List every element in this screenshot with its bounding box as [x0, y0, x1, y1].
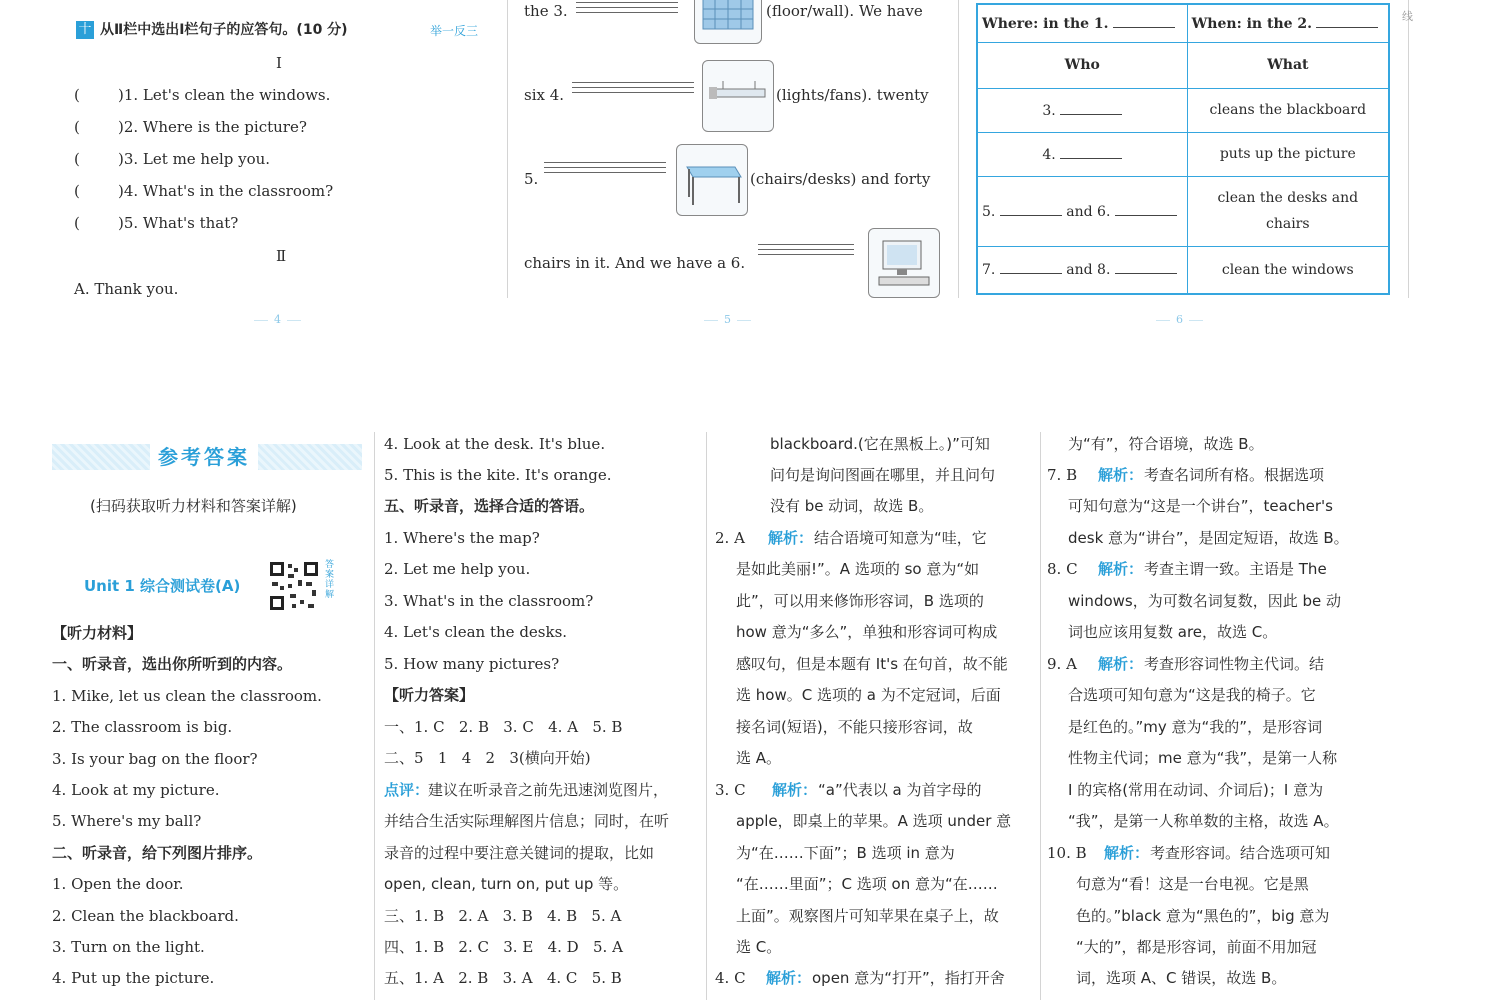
explanation-line: 此”，可以用来修饰形容词，B 选项的 [736, 592, 984, 610]
answer-line: 三、1. B 2. A 3. B 4. B 5. A [384, 907, 622, 925]
what-line: clean the desks and [1217, 190, 1359, 206]
light-icon [702, 60, 774, 132]
transcript-line: 2. Clean the blackboard. [52, 907, 239, 925]
answer-line: 四、1. B 2. C 3. E 4. D 5. A [384, 938, 623, 956]
question-number: 7. B [1047, 466, 1078, 484]
who-cell [977, 246, 1187, 294]
transcript-line: 4. Let's clean the desks. [384, 623, 568, 641]
question-item: )3. Let me help you. [118, 150, 271, 168]
transcript-line: 4. Put up the picture. [52, 969, 215, 987]
writing-lines [572, 82, 694, 97]
divider [507, 0, 508, 298]
explanation-line: how 意为“多么”，单独和形容词可构成 [736, 623, 998, 641]
explanation-line: 结合语境可知意为“哇，它 [814, 529, 987, 547]
who-cell [977, 88, 1187, 132]
what-cell [1187, 176, 1389, 246]
explanation-line: 感叹句，但是本题有 It's 在句首，故不能 [736, 655, 1008, 673]
analysis-label: 解析： [768, 529, 814, 547]
explanation-line: 选 C。 [736, 938, 782, 956]
explanation-line: 是如此美丽!”。A 选项的 so 意为“如 [736, 560, 980, 578]
where-cell [977, 4, 1187, 42]
divider [958, 0, 959, 298]
edge-mark: 线 [1402, 10, 1413, 23]
who-cell [977, 176, 1187, 246]
section-badge: 十 [76, 21, 94, 39]
writing-lines [544, 162, 666, 177]
explanation-line: 选 A。 [736, 749, 782, 767]
what-header: What [1187, 42, 1389, 88]
explanation-line: windows，为可数名词复数，因此 be 动 [1068, 592, 1342, 610]
what-cell: cleans the blackboard [1187, 88, 1389, 132]
page-number: 4 [248, 313, 307, 326]
when-cell [1187, 4, 1389, 42]
transcript-line: 2. Let me help you. [384, 560, 531, 578]
question-number: 8. C [1047, 560, 1078, 578]
divider [1408, 0, 1409, 298]
tip-line: 建议在听录音之前先迅速浏览图片， [428, 781, 669, 799]
qr-caption: 答案详解 [325, 560, 335, 600]
question-item: )2. Where is the picture? [118, 118, 307, 136]
explanation-line: 色的。”black 意为“黑色的”，big 意为 [1076, 907, 1330, 925]
explanation-line: I 的宾格(常用在动词、介词后)；I 意为 [1068, 781, 1324, 799]
sentence-text: chairs in it. And we have a 6. [524, 254, 746, 272]
explanation-line: 上面”。观察图片可知苹果在桌子上，故 [736, 907, 999, 925]
column-divider [706, 432, 707, 1000]
transcript-line: 1. Open the door. [52, 875, 184, 893]
question-number: 4. C [715, 969, 746, 987]
analysis-label: 解析： [1098, 655, 1144, 673]
unit-title: Unit 1 综合测试卷(A) [84, 577, 241, 595]
what-line: chairs [1266, 216, 1310, 232]
answer-blank [1115, 261, 1177, 274]
transcript-line: 2. The classroom is big. [52, 718, 233, 736]
tag-label: 举一反三 [430, 24, 479, 38]
transcript-line: 4. Look at the desk. It's blue. [384, 435, 606, 453]
item-number: 7. [982, 262, 996, 279]
explanation-line: 可知句意为“这是一个讲台”，teacher's [1068, 497, 1333, 515]
analysis-label: 解析： [1098, 466, 1144, 484]
column-heading-2: Ⅱ [276, 247, 287, 265]
subtitle: (扫码获取听力材料和答案详解) [90, 497, 297, 515]
column-divider [1040, 432, 1041, 1000]
explanation-line: 问句是询问图画在哪里，并且问句 [770, 466, 996, 484]
answer-blank [1000, 203, 1062, 216]
explanation-line: 为“在……下面”；B 选项 in 意为 [736, 844, 955, 862]
computer-icon [868, 228, 940, 298]
item-number: 3. [1042, 102, 1056, 119]
transcript-line: 5. How many pictures? [384, 655, 560, 673]
item-number: 4. [1042, 146, 1056, 163]
choice-text: (chairs/desks) and forty [750, 170, 931, 188]
tip-line: 并结合生活实际理解图片信息；同时，在听 [384, 812, 670, 830]
paren: ( [74, 118, 80, 136]
what-cell: puts up the picture [1187, 132, 1389, 176]
column-divider [374, 432, 375, 1000]
writing-lines [758, 244, 854, 259]
answer-blank [1060, 102, 1122, 115]
tip-label: 点评： [384, 781, 430, 799]
explanation-line: 性物主代词；me 意为“我”，是第一人称 [1068, 749, 1338, 767]
question-item: )1. Let's clean the windows. [118, 86, 331, 104]
paren: ( [74, 214, 80, 232]
transcript-line: 3. Turn on the light. [52, 938, 205, 956]
analysis-label: 解析： [1098, 560, 1144, 578]
explanation-line: 考查主谓一致。主语是 The [1144, 560, 1327, 578]
choice-text: (floor/wall). We have [766, 2, 923, 20]
answer-blank [1115, 203, 1177, 216]
blank-label: six 4. [524, 86, 565, 104]
explanation-line: open 意为“打开”，指打开舍 [812, 969, 1005, 987]
who-cell [977, 132, 1187, 176]
analysis-label: 解析： [766, 969, 812, 987]
explanation-line: 选 how。C 选项的 a 为不定冠词，后面 [736, 686, 1001, 704]
question-number: 3. C [715, 781, 746, 799]
who-header: Who [977, 42, 1187, 88]
explanation-line: 接名词(短语)，不能只接形容词，故 [736, 718, 973, 736]
question-item: )5. What's that? [118, 214, 239, 232]
transcript-line: 4. Look at my picture. [52, 781, 220, 799]
transcript-line: 3. What's in the classroom? [384, 592, 594, 610]
answer-line: 五、1. A 2. B 3. A 4. C 5. B [384, 969, 622, 987]
explanation-line: 考查形容词性物主代词。结 [1144, 655, 1325, 673]
writing-lines [576, 2, 678, 17]
question-number: 2. A [715, 529, 745, 547]
transcript-line: 5. Where's my ball? [52, 812, 202, 830]
explanation-line: 没有 be 动词，故选 B。 [770, 497, 934, 515]
info-table [976, 3, 1390, 295]
section-label: 【听力答案】 [384, 686, 475, 704]
transcript-line: 3. Is your bag on the floor? [52, 750, 258, 768]
transcript-line: 1. Where's the map? [384, 529, 540, 547]
paren: ( [74, 86, 80, 104]
explanation-line: 考查形容词。结合选项可知 [1150, 844, 1331, 862]
explanation-line: “大的”，都是形容词，前面不用加冠 [1076, 938, 1317, 956]
explanation-line: 是红色的。”my 意为“我的”，是形容词 [1068, 718, 1323, 736]
answer-blank [1316, 15, 1378, 28]
explanation-line: 考查名词所有格。根据选项 [1144, 466, 1325, 484]
explanation-line: “在……里面”；C 选项 on 意为“在…… [736, 875, 998, 893]
section-heading: 二、听录音，给下列图片排序。 [52, 844, 263, 862]
explanation-line: blackboard.(它在黑板上。)”可知 [770, 435, 990, 453]
answer-line: 二、5 1 4 2 3(横向开始) [384, 749, 591, 767]
answer-blank [1060, 146, 1122, 159]
explanation-line: 词，选项 A、C 错误，故选 B。 [1076, 969, 1287, 987]
section-heading: 五、听录音，选择合适的答语。 [384, 497, 595, 515]
question-number: 9. A [1047, 655, 1077, 673]
explanation-line: 为“有”，符合语境，故选 B。 [1068, 435, 1264, 453]
answer-line: 一、1. C 2. B 3. C 4. A 5. B [384, 718, 623, 736]
and-label: and 6. [1066, 203, 1111, 220]
explanation-line: desk 意为“讲台”，是固定短语，故选 B。 [1068, 529, 1349, 547]
blank-label: 5. [524, 170, 539, 188]
transcript-line: 5. This is the kite. It's orange. [384, 466, 612, 484]
explanation-line: “我”，是第一人称单数的主格，故选 A。 [1068, 812, 1339, 830]
where-label: Where: in the 1. [982, 15, 1109, 32]
answer-blank [1113, 15, 1175, 28]
explanation-line: “a”代表以 a 为首字母的 [818, 781, 982, 799]
tip-line: 录音的过程中要注意关键词的提取，比如 [384, 844, 655, 862]
blank-label: the 3. [524, 2, 568, 20]
explanation-line: 合选项可知句意为“这是我的椅子。它 [1068, 686, 1316, 704]
explanation-line: 句意为“看！这是一台电视。它是黑 [1076, 875, 1309, 893]
and-label: and 8. [1066, 262, 1111, 279]
question-number: 10. B [1047, 844, 1087, 862]
section-heading: 一、听录音，选出你所听到的内容。 [52, 655, 293, 673]
column-heading-1: Ⅰ [276, 54, 282, 72]
answer-blank [1000, 261, 1062, 274]
option-a: A. Thank you. [74, 280, 179, 298]
question-item: )4. What's in the classroom? [118, 182, 334, 200]
desk-icon [676, 144, 748, 216]
instruction: 从Ⅱ栏中选出Ⅰ栏句子的应答句。(10 分) [100, 22, 348, 38]
page-number: 6 [1150, 313, 1209, 326]
answer-header: 参考答案 [150, 444, 258, 470]
item-number: 5. [982, 203, 996, 220]
what-cell: clean the windows [1187, 246, 1389, 294]
qr-code[interactable] [268, 560, 320, 612]
tip-line: open, clean, turn on, put up 等。 [384, 875, 629, 893]
paren: ( [74, 182, 80, 200]
paren: ( [74, 150, 80, 168]
section-label: 【听力材料】 [52, 624, 143, 642]
choice-text: (lights/fans). twenty [776, 86, 929, 104]
analysis-label: 解析： [1104, 844, 1150, 862]
explanation-line: apple，即桌上的苹果。A 选项 under 意 [736, 812, 1012, 830]
when-label: When: in the 2. [1191, 15, 1313, 32]
analysis-label: 解析： [772, 781, 818, 799]
explanation-line: 词也应该用复数 are，故选 C。 [1068, 623, 1278, 641]
transcript-line: 1. Mike, let us clean the classroom. [52, 687, 322, 705]
wall-icon [694, 0, 762, 44]
page-number: 5 [698, 313, 757, 326]
